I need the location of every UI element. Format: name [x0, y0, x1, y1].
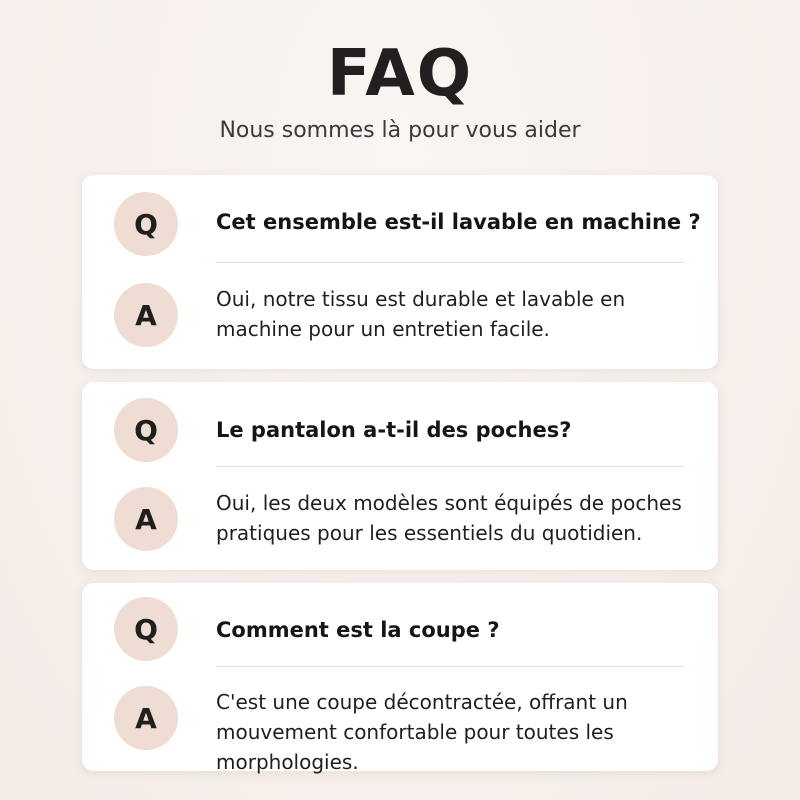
question-badge: Q [114, 597, 178, 661]
faq-question: Le pantalon a-t-il des poches? [216, 418, 572, 442]
faq-answer: C'est une coupe décontractée, offrant un mouvement confortable pour toutes les morphologies. [216, 690, 628, 774]
faq-divider [216, 262, 684, 263]
faq-question: Comment est la coupe ? [216, 618, 500, 642]
faq-divider [216, 666, 684, 667]
page-title: FAQ [326, 37, 474, 111]
faq-card-1 [82, 175, 718, 369]
faq-answer: Oui, notre tissu est durable et lavable en machine pour un entretien facile. [216, 287, 626, 341]
answer-badge: A [114, 487, 178, 551]
faq-card-2 [82, 382, 718, 570]
page-subtitle: Nous sommes là pour vous aider [219, 118, 581, 143]
question-badge: Q [114, 398, 178, 462]
answer-badge: A [114, 283, 178, 347]
faq-card-3 [82, 583, 718, 774]
answer-badge: A [114, 686, 178, 750]
question-badge: Q [114, 192, 178, 256]
faq-question: Cet ensemble est-il lavable en machine ? [216, 210, 701, 234]
faq-answer: Oui, les deux modèles sont équipés de poches pratiques pour les essentiels du quotidien. [216, 491, 682, 545]
faq-divider [216, 466, 684, 467]
